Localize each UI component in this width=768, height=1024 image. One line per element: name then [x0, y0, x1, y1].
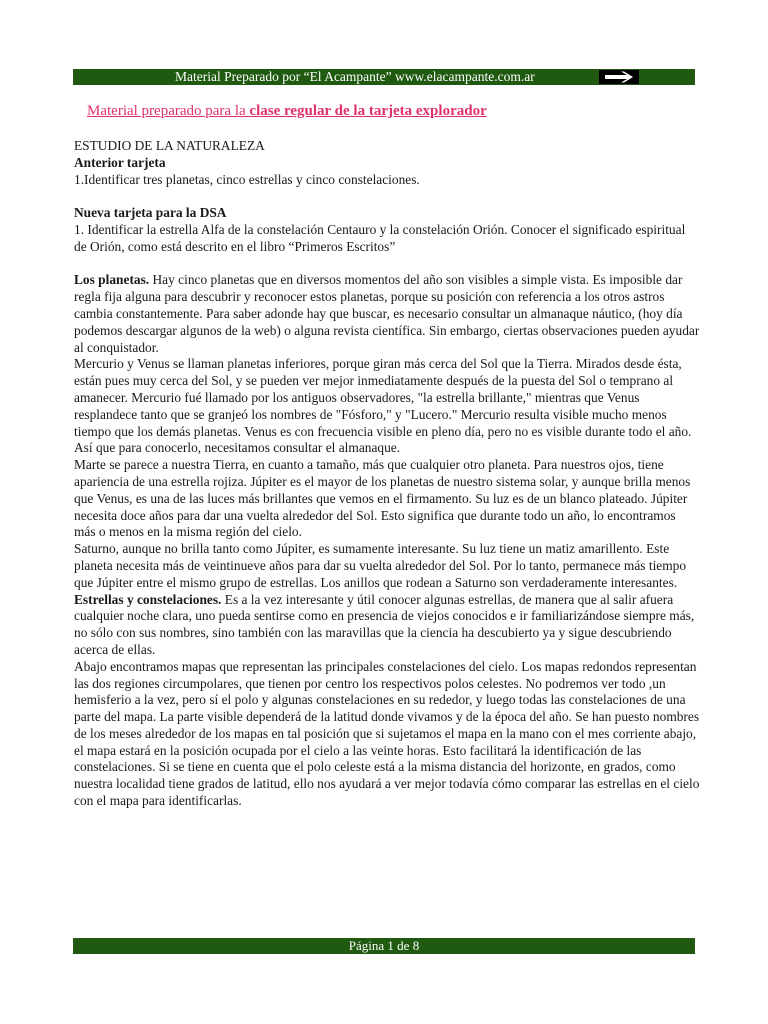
stars-paragraph-2: Abajo encontramos mapas que representan las principales constelaciones del cielo. Los mapas redondos representan las dos regiones circumpolares, que tienen por centro los respectivos polos celestes. No podremos ver todo ,un hemisferio a la vez, pero sí el polo y algunas constelaciones en su rededor, y luego todas las constelaciones de una parte del mapa. La parte visible dependerá de la latitud donde vivamos y de la época del año. Se han puesto nombres de los meses alrededor de los mapas en tal posición que si sujetamos el mapa en la mano con el mes corriente abajo, el mapa estará en la posición ocupada por el cielo a las veinte horas. Esto facilitará la identificación de las constelaciones. Si se tiene en cuenta que el polo celeste está a la misma distancia del horizonte, en grados, como nuestra localidad tiene grados de latitud, ello nos ayudará a ver mejor todavía cómo comparar las estrellas en el cielo con el mapa para identificarlas. — [74, 658, 700, 809]
stars-paragraph-1 — [74, 592, 700, 659]
footer-bar — [73, 938, 695, 954]
new-card-item: 1. Identificar la estrella Alfa de la constelación Centauro y la constelación Orión. Conocer el significado espiritual de Orión, como está descrito en el libro “Primeros Escritos” — [74, 221, 686, 254]
subtitle-bold: clase regular de la tarjeta explorador — [249, 103, 487, 119]
subtitle-prefix: Material preparado para la — [87, 103, 250, 119]
prev-card-heading: Anterior tarjeta — [74, 154, 166, 170]
planets-text-1: Hay cinco planetas que en diversos momentos del año son visibles a simple vista. Es imposible dar regla fija alguna para descubrir y reconocer estos planetas, porque su posición con referencia a los otros astros cambia constantemente. Para saber adonde hay que buscar, es necesario consultar un almanaque náutico, (hoy día podemos descargar algunos de la web) o alguna revista científica. Sin embargo, ciertas observaciones pueden ayudar al conquistador. — [74, 272, 700, 355]
header-text: Material Preparado por “El Acampante” www.elacampante.com.ar — [175, 69, 535, 84]
right-arrow-icon — [599, 70, 639, 84]
header-bar — [73, 69, 695, 85]
planets-paragraph-4: Saturno, aunque no brilla tanto como Júpiter, es sumamente interesante. Su luz tiene un matiz amarillento. Este planeta necesita más de veintinueve años para dar su vuelta alrededor del Sol. Por lo tanto, permanece más tiempo que Júpiter entre el mismo grupo de estrellas. Los anillos que rodean a Saturno son verdaderamente interesantes. — [74, 541, 687, 590]
stars-text-1: Es a la vez interesante y útil conocer algunas estrellas, de manera que al salir afuera cualquier noche clara, uno pueda sentirse como en presencia de viejos conocidos e ir familiarizándose siempre más, no sólo con sus nombres, sino también con las maravillas que la ciencia ha descubierto ya y sigue descubriendo acerca de ellas. — [74, 591, 695, 657]
subtitle — [87, 103, 487, 120]
document-body — [74, 138, 700, 810]
prev-card-item: 1.Identificar tres planetas, cinco estrellas y cinco constelaciones. — [74, 171, 420, 187]
planets-paragraph-2: Mercurio y Venus se llaman planetas inferiores, porque giran más cerca del Sol que la Tierra. Mirados desde ésta, están pues muy cerca del Sol, y se pueden ver mejor inmediatamente después de la puesta del Sol o temprano al amanecer. Mercurio fué llamado por los antiguos observadores, "la estrella brillante," mientras que Venus resplandece tanto que se granjeó los nombres de "Fósforo," y "Lucero." Mercurio resulta visible mucho menos tiempo que los demás planetas. Venus es con frecuencia visible en pleno día, pero no es visible durante todo el año. Así que para conocerlo, necesitamos consultar el almanaque. — [74, 356, 692, 456]
planets-heading: Los planetas. — [74, 272, 150, 288]
planets-paragraph-3: Marte se parece a nuestra Tierra, en cuanto a tamaño, más que cualquier otro planeta. Para nuestros ojos, tiene apariencia de una estrella rojiza. Júpiter es el mayor de los planetas de nuestro sistema solar, y aunque brilla menos que Venus, es una de las luces más brillantes que vemos en el firmamento. Su luz es de un blanco plateado. Júpiter necesita doce años para dar una vuelta alrededor del Sol. Esto significa que durante todo un año, lo encontramos más o menos en la misma región del cielo. — [74, 457, 691, 540]
new-card-heading: Nueva tarjeta para la DSA — [74, 205, 227, 221]
stars-heading: Estrellas y constelaciones. — [74, 591, 222, 607]
planets-paragraph-1 — [74, 272, 700, 356]
study-title: ESTUDIO DE LA NATURALEZA — [74, 138, 265, 153]
page-number: Página 1 de 8 — [348, 938, 420, 953]
